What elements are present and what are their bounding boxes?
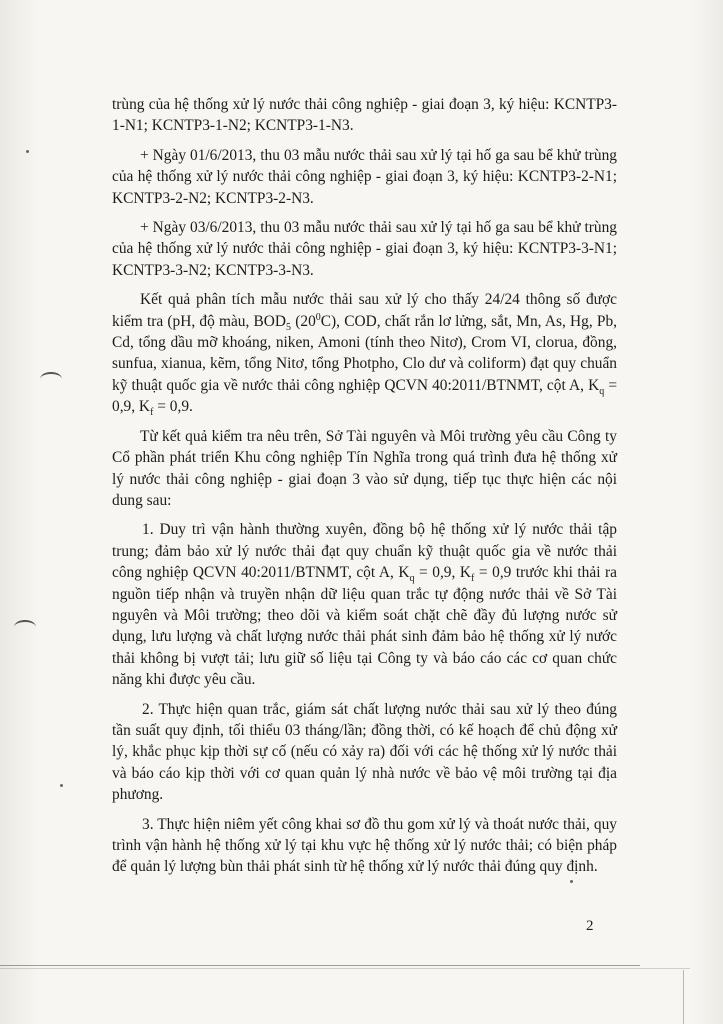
subscript: q — [409, 573, 415, 585]
paragraph-analysis-result — [112, 289, 617, 417]
scan-speck — [60, 784, 63, 787]
document-body — [112, 94, 617, 886]
scan-speck — [26, 150, 29, 153]
text-run: 1. Duy trì vận hành thường xuyên, đồng bộ hệ thống xử lý nước thải tập trung; đảm bảo xử lý nước thải đạt quy chuẩn kỹ thuật quốc gia về nước thải công nghiệp QCVN 40:2011/BTNMT, cột A, K — [112, 521, 617, 582]
scan-mark — [40, 372, 62, 386]
text-run: (20 — [291, 312, 316, 330]
page-number: 2 — [586, 918, 594, 934]
scan-edge-line — [683, 970, 684, 1024]
subscript: q — [599, 385, 605, 397]
subscript: f — [150, 407, 154, 419]
scan-edge-line — [0, 965, 640, 966]
scan-edge-line — [0, 968, 690, 969]
subscript: 5 — [286, 321, 292, 333]
text-run: = 0,9, K — [112, 376, 618, 416]
text-run: = 0,9 trước khi thải ra nguồn tiếp nhận và truyền nhận dữ liệu quan trắc tự động nước thải về Sở Tài nguyên và Môi trường; theo dõi và kiểm soát chặt chẽ đầy đủ lượng nước sử dụng, lưu lượng và chất lượng nước thải phát sinh đảm bảo hệ thống xử lý nước thải không bị vượt tải; lưu giữ số liệu tại Công ty và báo cáo các cơ quan chức năng khi được yêu cầu. — [112, 564, 617, 689]
subscript: f — [471, 573, 475, 585]
text-run: = 0,9, K — [414, 564, 471, 582]
requirement-item-2: 2. Thực hiện quan trắc, giám sát chất lượng nước thải sau xử lý theo đúng tần suất quy định, tối thiểu 03 tháng/lần; đồng thời, có kế hoạch để chủ động xử lý, khắc phục kịp thời sự cố (nếu có xảy ra) đối với các hệ thống xử lý nước thải và báo cáo kịp thời với cơ quan quản lý nhà nước về bảo vệ môi trường tại địa phương. — [112, 700, 617, 804]
text-run: Kết quả phân tích mẫu nước thải sau xử lý cho thấy 24/24 thông số được kiểm tra (pH, độ màu, BOD — [112, 291, 617, 330]
text-run: = 0,9. — [153, 398, 193, 416]
text-run: C), COD, chất rắn lơ lửng, sắt, Mn, As, Hg, Pb, Cd, tổng dầu mỡ khoáng, niken, Amoni (tính theo Nitơ), Crom VI, clorua, đồng, sunfua, xianua, kẽm, tổng Nitơ, tổng Photpho, Clo dư và coliform) đạt quy chuẩn kỹ thuật quốc gia về nước thải công nghiệp QCVN 40:2011/BTNMT, cột A, K — [112, 312, 617, 394]
paragraph-sample-3: + Ngày 03/6/2013, thu 03 mẫu nước thải sau xử lý tại hố ga sau bể khử trùng của hệ thống xử lý nước thải công nghiệp - giai đoạn 3, ký hiệu: KCNTP3-3-N1; KCNTP3-3-N2; KCNTP3-3-N3. — [112, 219, 617, 279]
paragraph-sample-2: + Ngày 01/6/2013, thu 03 mẫu nước thải sau xử lý tại hố ga sau bể khử trùng của hệ thống xử lý nước thải công nghiệp - giai đoạn 3, ký hiệu: KCNTP3-2-N1; KCNTP3-2-N2; KCNTP3-2-N3. — [112, 146, 617, 207]
superscript: 0 — [315, 311, 321, 323]
paragraph-requirements-intro: Từ kết quả kiểm tra nêu trên, Sở Tài nguyên và Môi trường yêu cầu Công ty Cổ phần phát triển Khu công nghiệp Tín Nghĩa trong quá trình đưa hệ thống xử lý nước thải công nghiệp - giai đoạn 3 vào sử dụng, tiếp tục thực hiện các nội dung sau: — [112, 427, 617, 509]
paragraph-sample-1: trùng của hệ thống xử lý nước thải công nghiệp - giai đoạn 3, ký hiệu: KCNTP3-1-N1; KCNTP3-1-N2; KCNTP3-1-N3. — [112, 96, 617, 135]
requirement-item-3: 3. Thực hiện niêm yết công khai sơ đồ thu gom xử lý và thoát nước thải, quy trình vận hành hệ thống xử lý tại khu vực hệ thống xử lý nước thải; có biện pháp để quản lý lượng bùn thải phát sinh từ hệ thống xử lý nước thải đúng quy định. — [112, 815, 617, 876]
scan-mark — [14, 620, 36, 634]
requirement-item-1 — [112, 519, 617, 690]
